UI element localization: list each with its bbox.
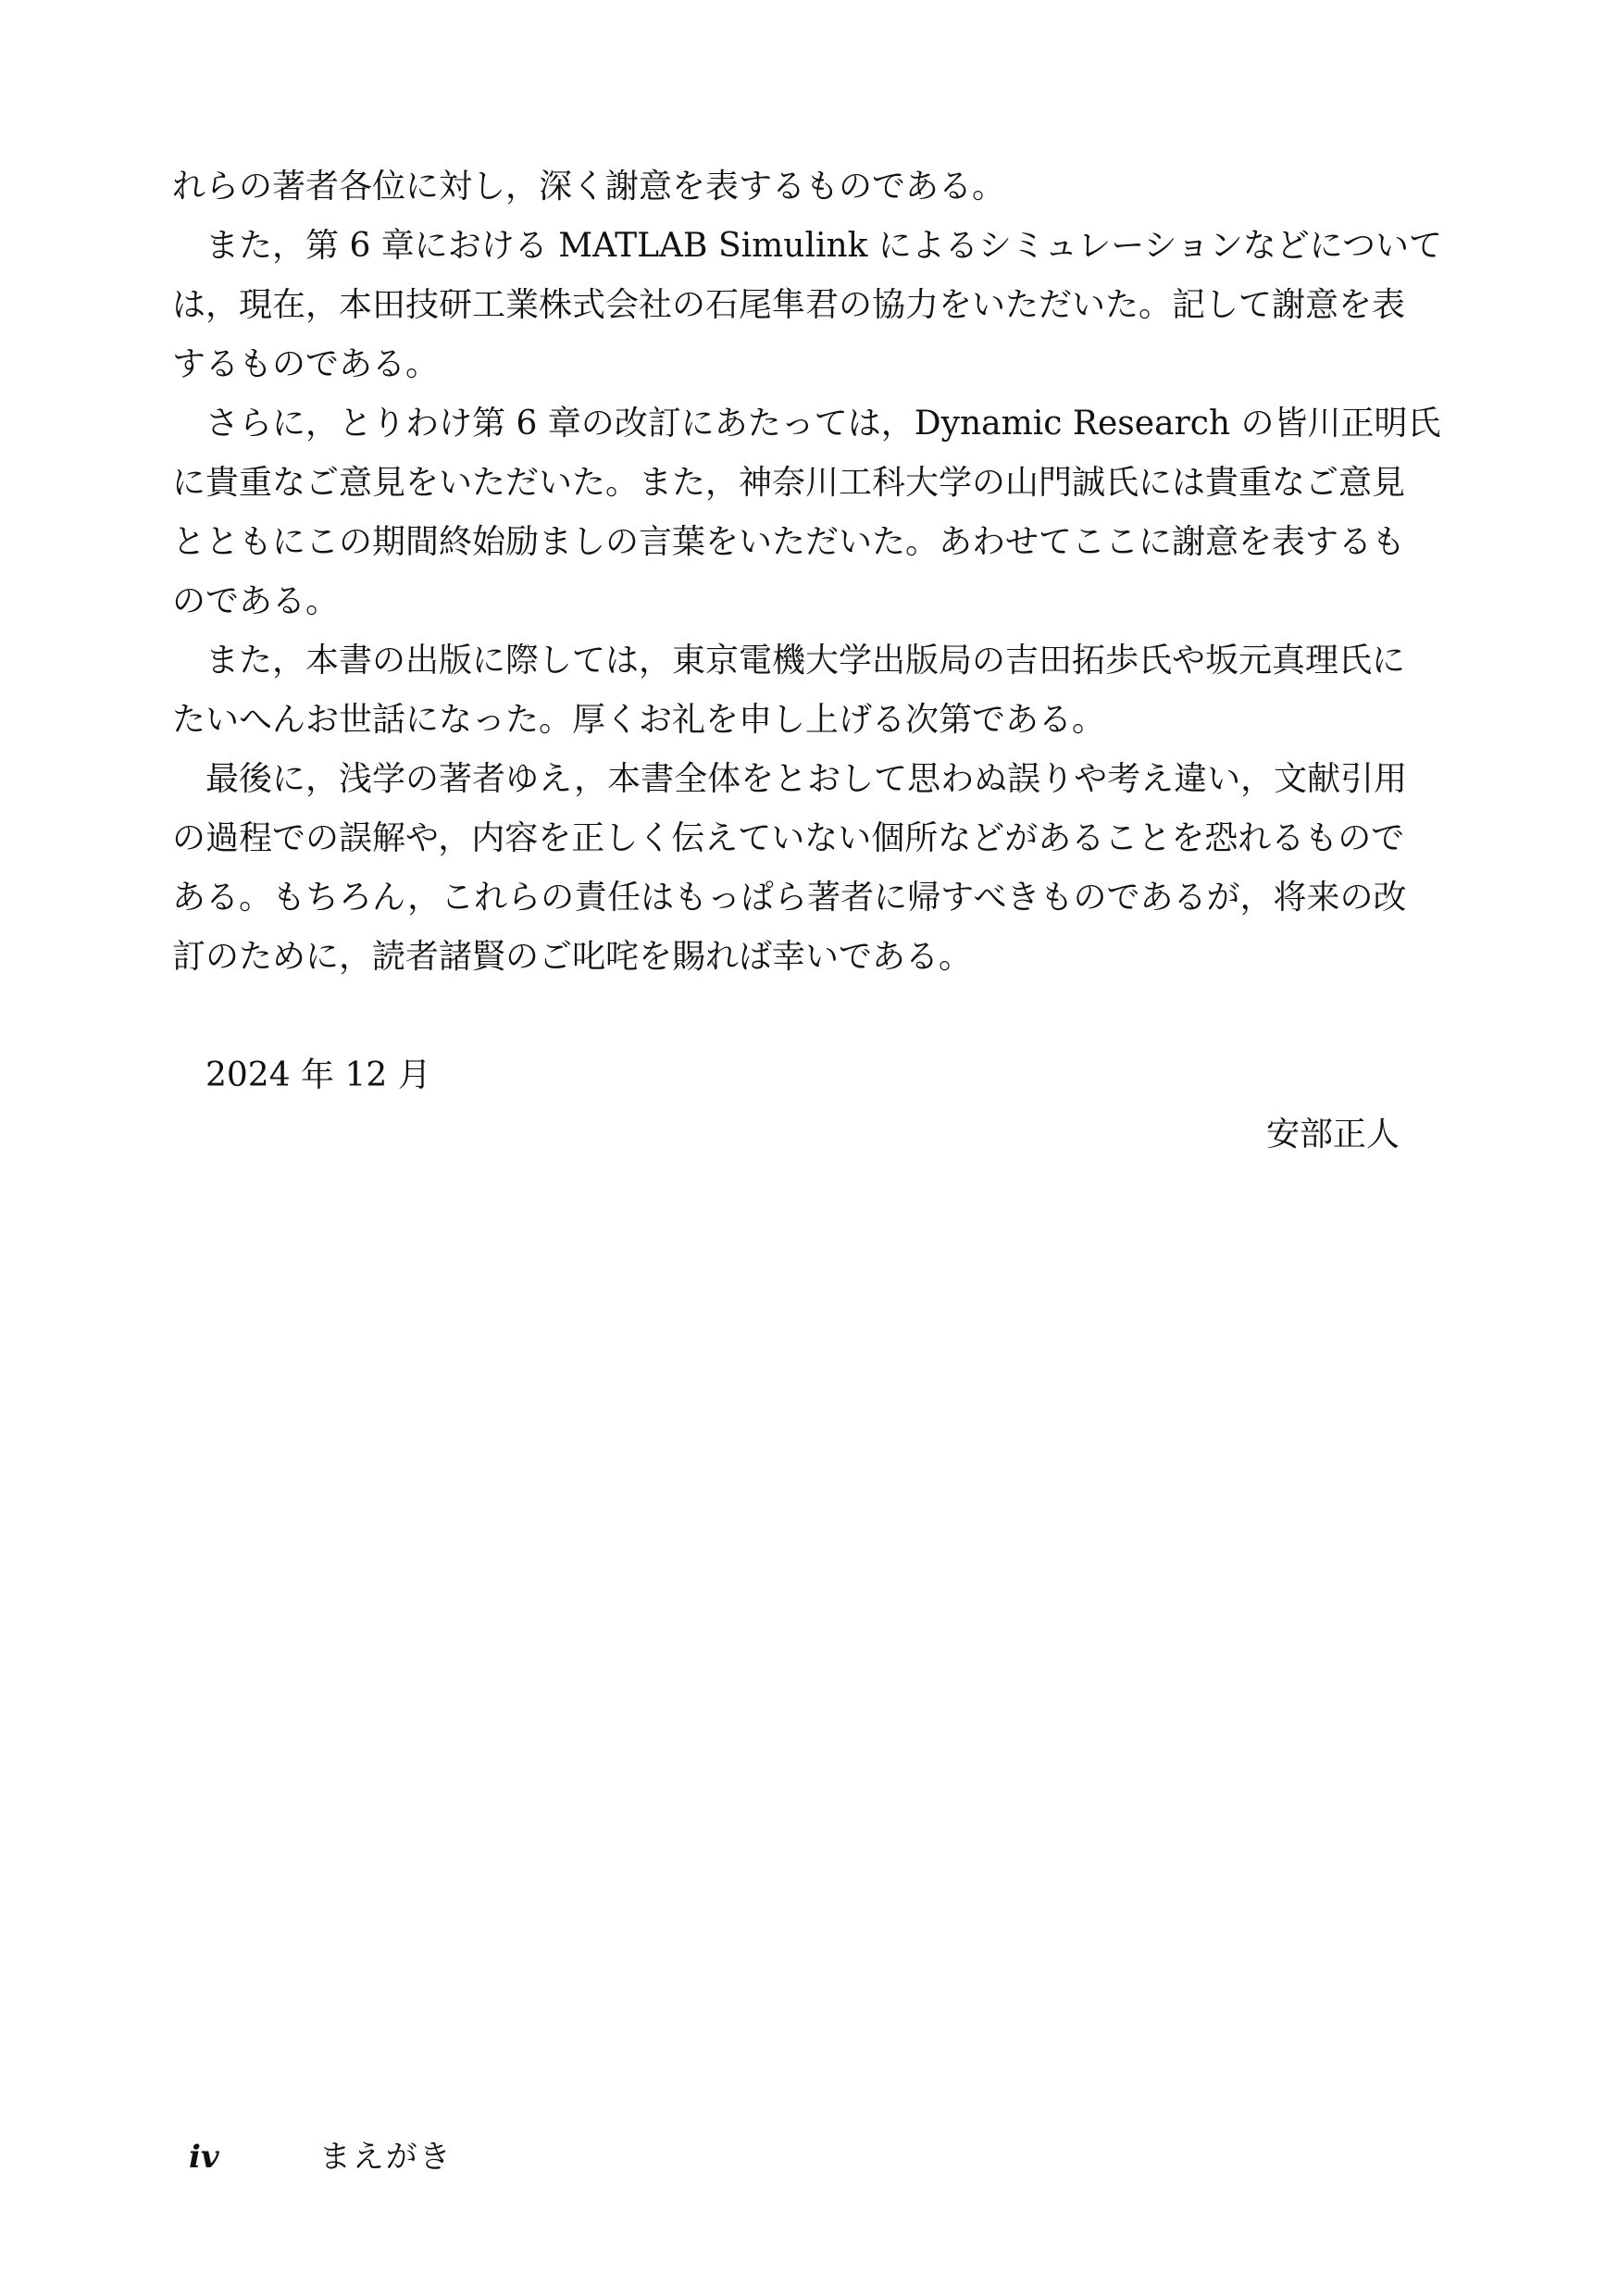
text-line: に貴重なご意見をいただいた。また，神奈川工科大学の山門誠氏には貴重なご意見 (172, 464, 1406, 502)
page-number: iv (189, 2139, 219, 2176)
running-head: まえがき (318, 2139, 453, 2176)
paragraph-simulink-thanks (172, 217, 1442, 394)
preface-date: 2024 年 12 月 (205, 1056, 431, 1094)
text-line: さらに，とりわけ第 6 章の改訂にあたっては，Dynamic Research の皆川正明氏 (205, 405, 1441, 443)
text-line: たいへんお世話になった。厚くお礼を申し上げる次第である。 (172, 701, 1106, 739)
text-line: 最後に，浅学の著者ゆえ，本書全体をとおして思わぬ誤りや考え違い，文献引用 (205, 760, 1408, 798)
author-signature: 安部正人 (1265, 1116, 1400, 1154)
text-line: れらの著者各位に対し，深く謝意を表するものである。 (172, 168, 1006, 206)
paragraph-publisher-thanks (172, 631, 1442, 750)
text-line: は，現在，本田技研工業株式会社の石尾隼君の協力をいただいた。記して謝意を表 (172, 286, 1406, 324)
paragraph-revision-thanks (172, 394, 1442, 631)
text-line: するものである。 (172, 345, 440, 383)
text-line: とともにこの期間終始励ましの言葉をいただいた。あわせてここに謝意を表するも (172, 523, 1406, 561)
paragraph-closing-remarks (172, 750, 1442, 987)
text-line: 訂のために，読者諸賢のご叱咤を賜れば幸いである。 (172, 938, 973, 976)
text-line: ある。もちろん，これらの責任はもっぱら著者に帰すべきものであるが，将来の改 (172, 879, 1407, 917)
text-line: のである。 (172, 582, 340, 620)
text-line: の過程での誤解や，内容を正しく伝えていない個所などがあることを恐れるもので (172, 819, 1405, 857)
paragraph-continued-thanks (172, 157, 1442, 217)
text-line: また，第 6 章における MATLAB Simulink によるシミュレーションなどについて (205, 227, 1442, 265)
page-footer (189, 2129, 453, 2185)
text-line: また，本書の出版に際しては，東京電機大学出版局の吉田拓歩氏や坂元真理氏に (205, 642, 1406, 680)
body-text (172, 157, 1442, 987)
